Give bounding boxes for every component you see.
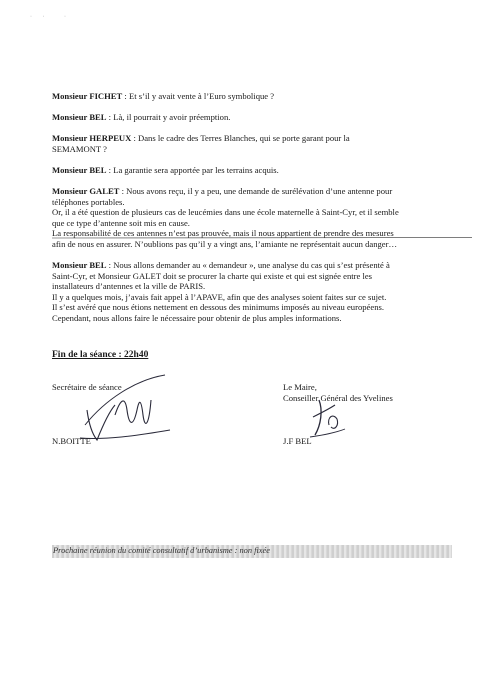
paragraph-line — [52, 292, 452, 303]
paragraph-line — [52, 133, 452, 144]
line-text: : La garantie sera apportée par les terrains acquis. — [106, 164, 279, 175]
line-text: : Là, il pourrait y avoir préemption. — [106, 112, 231, 123]
minutes-paragraph — [52, 112, 452, 123]
line-text: : Et s’il y avait vente à l’Euro symbolique ? — [122, 91, 275, 101]
line-text: afin de nous en assurer. N’oublions pas qu’il y a vingt ans, l’amiante ne représentait aucun danger… — [52, 238, 398, 249]
paragraph-line — [52, 260, 452, 271]
paragraph-line — [52, 239, 452, 250]
line-text: : Nous allons demander au « demandeur », une analyse du cas qui s’est présenté à — [106, 260, 390, 271]
paragraph-line — [52, 218, 452, 229]
paragraph-line — [52, 197, 452, 208]
scan-specks: · · · — [30, 14, 66, 20]
paragraph-line — [52, 165, 452, 176]
line-text: La responsabilité de ces antennes n’est pas prouvée, mais il nous appartient de prendre des mesures — [52, 228, 394, 239]
paragraph-line — [52, 186, 452, 197]
paragraph-line — [52, 302, 452, 313]
paragraph-line — [52, 91, 452, 102]
secretary-title: Secrétaire de séance — [52, 382, 122, 392]
line-text: Or, il a été question de plusieurs cas de leucémies dans une école maternelle à Saint-Cyr, et il semble — [52, 207, 399, 218]
line-text: que ce type d’antenne soit mis en cause. — [52, 217, 190, 228]
paragraph-line — [52, 313, 452, 324]
line-text: Il y a quelques mois, j’avais fait appel à l’APAVE, afin que des analyses soient faites sur ce sujet. — [52, 291, 387, 302]
secretary-name: N.BOITTE — [52, 436, 91, 446]
speaker-name: Monsieur FICHET — [52, 91, 123, 101]
minutes-paragraph — [52, 260, 452, 324]
mayor-signature-icon — [305, 395, 350, 440]
line-text: Il s’est avéré que nous étions nettement en dessous des minimums imposés au niveau européens. — [52, 302, 384, 313]
line-text: : Dans le cadre des Terres Blanches, qui se porte garant pour la — [131, 133, 350, 144]
line-text: Cependant, nous allons faire le nécessaire pour obtenir de plus amples informations. — [52, 313, 342, 323]
minutes-paragraph — [52, 186, 452, 250]
minutes-body — [52, 91, 452, 334]
speaker-name: Monsieur BEL — [52, 260, 107, 271]
line-text: installateurs d’antennes et la ville de PARIS. — [52, 281, 206, 292]
minutes-paragraph — [52, 91, 452, 102]
paragraph-line — [52, 144, 452, 155]
secretary-signature-icon — [75, 370, 175, 445]
next-meeting-note: Prochaine réunion du comité consultatif d’urbanisme : non fixée — [53, 546, 270, 555]
paragraph-line — [52, 207, 452, 218]
line-text: : Nous avons reçu, il y a peu, une demande de surélévation d’une antenne pour — [119, 185, 393, 196]
mayor-subtitle: Conseiller Général des Yvelines — [283, 392, 393, 403]
line-text: SEMAMONT ? — [52, 143, 107, 154]
mayor-title: Le Maire, — [283, 382, 317, 392]
speaker-name: Monsieur BEL — [52, 112, 107, 123]
line-text: Saint-Cyr, et Monsieur GALET doit se procurer la charte qui existe et qui est signée entre les — [52, 270, 372, 281]
minutes-paragraph — [52, 165, 452, 176]
mayor-name: J.F BEL — [283, 436, 312, 446]
speaker-name: Monsieur BEL — [52, 164, 107, 175]
session-end-heading: Fin de la séance : 22h40 — [52, 350, 149, 360]
speaker-name: Monsieur HERPEUX — [52, 133, 132, 144]
paragraph-line — [52, 281, 452, 292]
handwritten-underline — [52, 237, 472, 239]
speaker-name: Monsieur GALET — [52, 185, 120, 196]
paragraph-line — [52, 112, 452, 123]
paragraph-line — [52, 271, 452, 282]
minutes-paragraph — [52, 133, 452, 154]
line-text: téléphones portables. — [52, 196, 125, 207]
